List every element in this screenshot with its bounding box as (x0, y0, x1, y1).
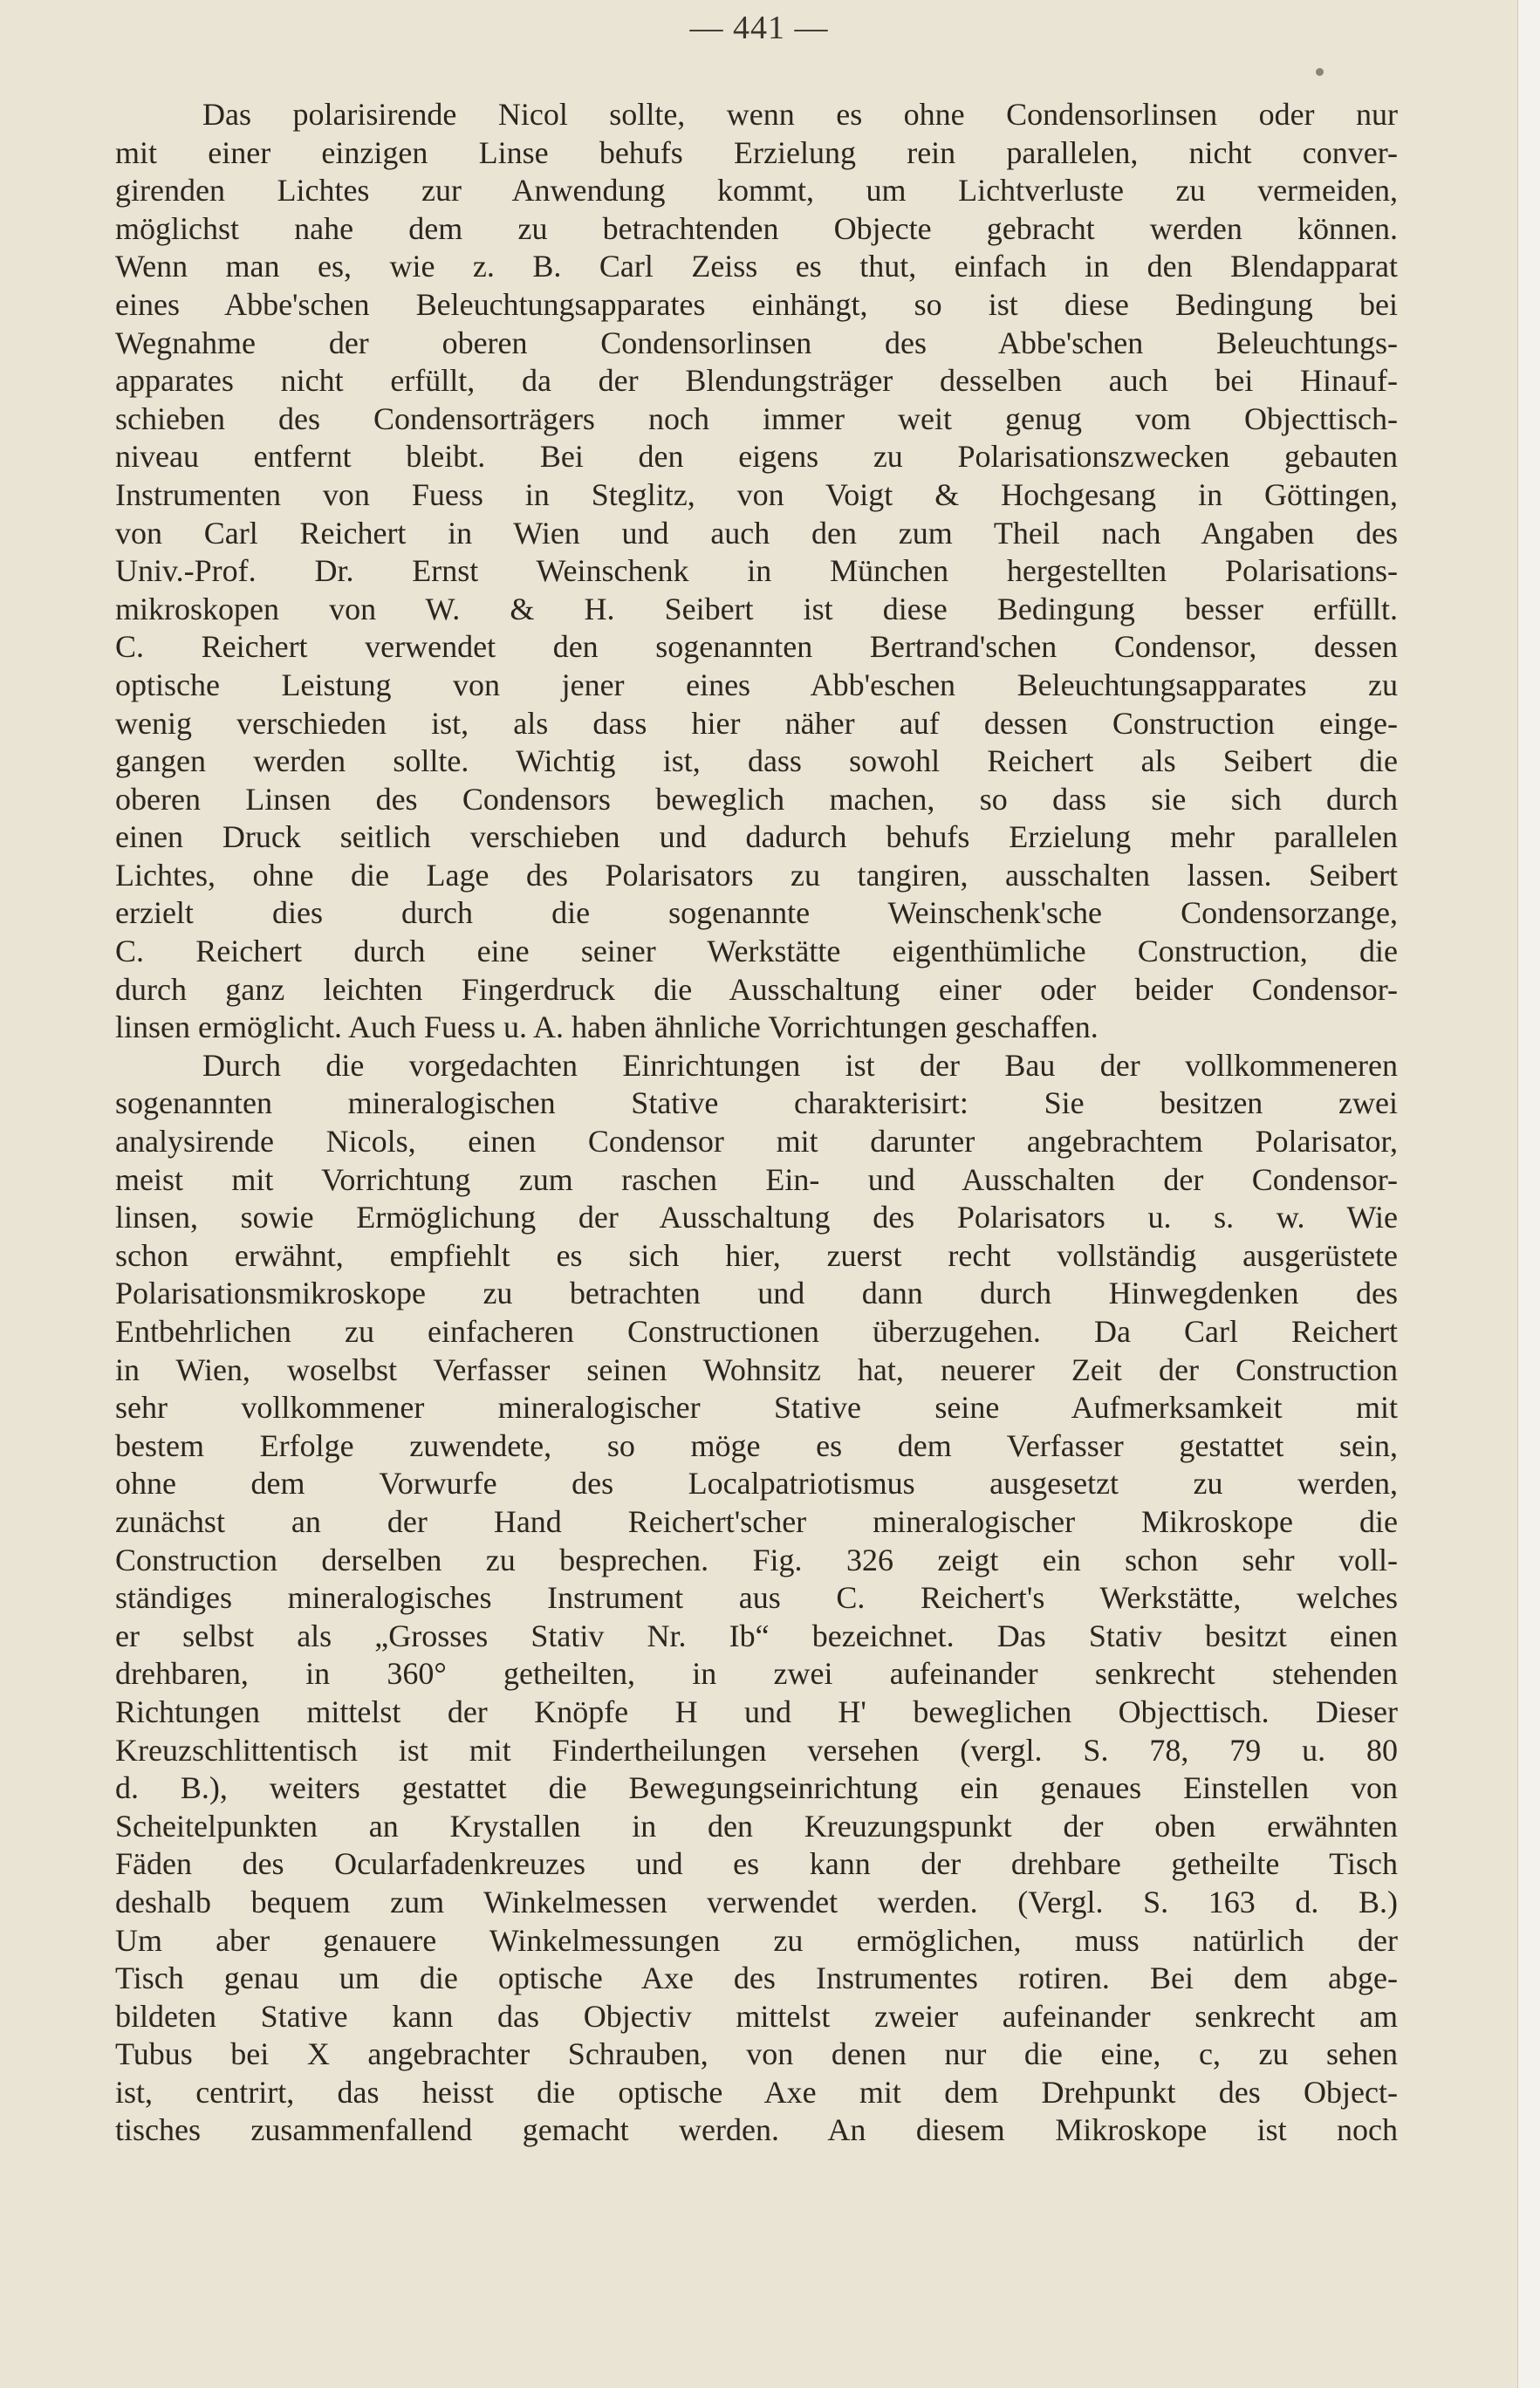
text-line: Univ.-Prof. Dr. Ernst Weinschenk in München hergestellten Polarisations- (115, 553, 1398, 589)
text-line: meist mit Vorrichtung zum raschen Ein- und Ausschalten der Condensor- (115, 1161, 1398, 1197)
text-line: Polarisationsmikroskope zu betrachten und dann durch Hinwegdenken des (115, 1276, 1398, 1311)
text-line: durch ganz leichten Fingerdruck die Ausschaltung einer oder beider Condensor- (115, 971, 1398, 1007)
text-line: Construction derselben zu besprechen. Fig. 326 zeigt ein schon sehr voll- (115, 1542, 1398, 1577)
text-line: drehbaren, in 360° getheilten, in zwei aufeinander senkrecht stehenden (115, 1656, 1398, 1692)
text-line: linsen, sowie Ermöglichung der Ausschaltung des Polarisators u. s. w. Wie (115, 1200, 1398, 1235)
text-line: Um aber genauere Winkelmessungen zu ermöglichen, muss natürlich der (115, 1922, 1398, 1958)
text-line: C. Reichert verwendet den sogenannten Bertrand'schen Condensor, dessen (115, 629, 1398, 665)
text-line: mit einer einzigen Linse behufs Erzielung rein parallelen, nicht conver- (115, 134, 1398, 170)
body-text (115, 96, 1398, 2150)
text-line: Wenn man es, wie z. B. Carl Zeiss es thut, einfach in den Blendapparat (115, 249, 1398, 284)
text-line: schieben des Condensorträgers noch immer weit genug vom Objecttisch- (115, 400, 1398, 436)
text-line: Fäden des Ocularfadenkreuzes und es kann der drehbare getheilte Tisch (115, 1846, 1398, 1882)
text-line: bestem Erfolge zuwendete, so möge es dem Verfasser gestattet sein, (115, 1427, 1398, 1463)
text-line: Lichtes, ohne die Lage des Polarisators zu tangiren, ausschalten lassen. Seibert (115, 857, 1398, 893)
text-line: Kreuzschlittentisch ist mit Findertheilungen versehen (vergl. S. 78, 79 u. 80 (115, 1732, 1398, 1768)
text-line: niveau entfernt bleibt. Bei den eigens zu Polarisationszwecken gebauten (115, 439, 1398, 475)
text-line: Wegnahme der oberen Condensorlinsen des Abbe'schen Beleuchtungs- (115, 325, 1398, 360)
text-line: er selbst als „Grosses Stativ Nr. Ib“ bezeichnet. Das Stativ besitzt einen (115, 1618, 1398, 1653)
text-line: Tisch genau um die optische Axe des Instrumentes rotiren. Bei dem abge- (115, 1960, 1398, 1996)
text-line: einen Druck seitlich verschieben und dadurch behufs Erzielung mehr parallelen (115, 819, 1398, 855)
text-line: C. Reichert durch eine seiner Werkstätte eigenthümliche Construction, die (115, 934, 1398, 969)
text-line: eines Abbe'schen Beleuchtungsapparates einhängt, so ist diese Bedingung bei (115, 286, 1398, 322)
text-line: Das polarisirende Nicol sollte, wenn es ohne Condensorlinsen oder nur (202, 97, 1398, 132)
text-line: apparates nicht erfüllt, da der Blendungsträger desselben auch bei Hinauf- (115, 363, 1398, 399)
text-line: Scheitelpunkten an Krystallen in den Kreuzungspunkt der oben erwähnten (115, 1808, 1398, 1844)
text-line: zunächst an der Hand Reichert'scher mineralogischer Mikroskope die (115, 1503, 1398, 1539)
text-line: erzielt dies durch die sogenannte Weinschenk'sche Condensorzange, (115, 895, 1398, 931)
text-line: Durch die vorgedachten Einrichtungen ist der Bau der vollkommeneren (202, 1047, 1398, 1083)
text-line: Richtungen mittelst der Knöpfe H und H' beweglichen Objecttisch. Dieser (115, 1693, 1398, 1729)
text-line: girenden Lichtes zur Anwendung kommt, um Lichtverluste zu vermeiden, (115, 173, 1398, 209)
text-line: möglichst nahe dem zu betrachtenden Objecte gebracht werden können. (115, 210, 1398, 246)
text-line: optische Leistung von jener eines Abb'eschen Beleuchtungsapparates zu (115, 667, 1398, 702)
page-edge (1517, 0, 1540, 2388)
text-line: tisches zusammenfallend gemacht werden. An diesem Mikroskope ist noch (115, 2112, 1398, 2148)
text-line: Tubus bei X angebrachter Schrauben, von denen nur die eine, c, zu sehen (115, 2036, 1398, 2072)
text-line: in Wien, woselbst Verfasser seinen Wohnsitz hat, neuerer Zeit der Construction (115, 1351, 1398, 1387)
text-line: gangen werden sollte. Wichtig ist, dass sowohl Reichert als Seibert die (115, 743, 1398, 779)
text-line: d. B.), weiters gestattet die Bewegungseinrichtung ein genaues Einstellen von (115, 1770, 1398, 1806)
page-number: — 441 — (689, 10, 829, 46)
text-line: deshalb bequem zum Winkelmessen verwendet werden. (Vergl. S. 163 d. B.) (115, 1884, 1398, 1919)
text-line: wenig verschieden ist, als dass hier näher auf dessen Construction einge- (115, 705, 1398, 741)
text-line: bildeten Stative kann das Objectiv mittelst zweier aufeinander senkrecht am (115, 1998, 1398, 2034)
text-line: oberen Linsen des Condensors beweglich machen, so dass sie sich durch (115, 781, 1398, 817)
text-line: ist, centrirt, das heisst die optische Axe mit dem Drehpunkt des Object- (115, 2074, 1398, 2110)
text-line: sehr vollkommener mineralogischer Stative seine Aufmerksamkeit mit (115, 1390, 1398, 1426)
text-line: analysirende Nicols, einen Condensor mit darunter angebrachtem Polarisator, (115, 1124, 1398, 1160)
ink-speck (1316, 68, 1324, 76)
text-line: ständiges mineralogisches Instrument aus C. Reichert's Werkstätte, welches (115, 1580, 1398, 1616)
text-line: Instrumenten von Fuess in Steglitz, von Voigt & Hochgesang in Göttingen, (115, 476, 1398, 512)
text-line: schon erwähnt, empfiehlt es sich hier, zuerst recht vollständig ausgerüstete (115, 1237, 1398, 1273)
text-line: von Carl Reichert in Wien und auch den zum Theil nach Angaben des (115, 515, 1398, 551)
text-line: sogenannten mineralogischen Stative charakterisirt: Sie besitzen zwei (115, 1085, 1398, 1121)
text-line: ohne dem Vorwurfe des Localpatriotismus ausgesetzt zu werden, (115, 1466, 1398, 1502)
text-line: Entbehrlichen zu einfacheren Constructionen überzugehen. Da Carl Reichert (115, 1314, 1398, 1349)
text-line: linsen ermöglicht. Auch Fuess u. A. haben ähnliche Vorrichtungen geschaffen. (115, 1009, 1099, 1045)
text-line: mikroskopen von W. & H. Seibert ist diese Bedingung besser erfüllt. (115, 591, 1398, 626)
